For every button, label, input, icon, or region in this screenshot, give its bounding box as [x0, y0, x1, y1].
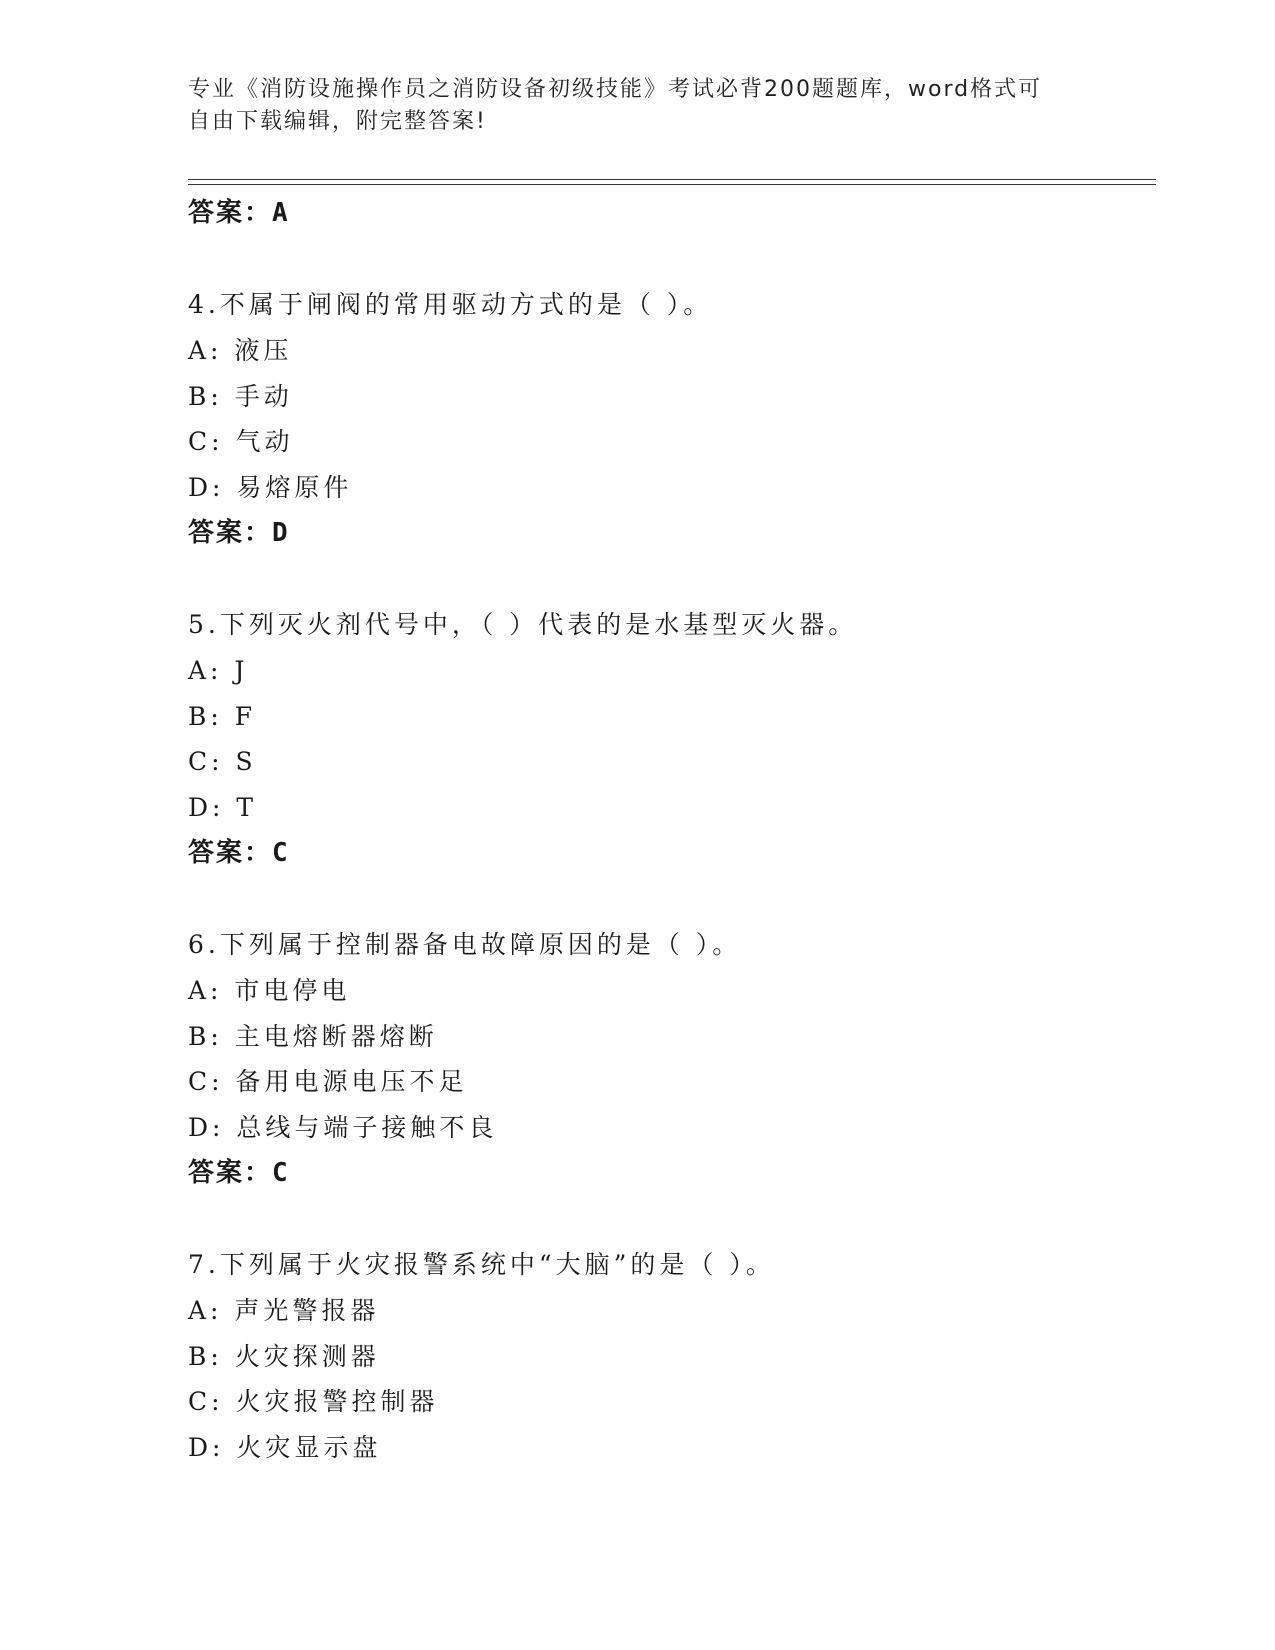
option-b: B: F [188, 701, 257, 731]
option-d: D: T [188, 792, 258, 822]
option-c: C: 气动 [188, 427, 294, 456]
answer-line: 答案：A [188, 198, 290, 228]
header-line-1: 专业《消防设施操作员之消防设备初级技能》考试必背200题题库，word格式可 [188, 77, 1043, 102]
option-b: B: 手动 [188, 381, 293, 411]
question-stem: 5.下列灭火剂代号中，（ ）代表的是水基型灭火器。 [188, 610, 858, 639]
option-b: B: 火灾探测器 [188, 1341, 380, 1371]
option-d: D: 易熔原件 [188, 472, 353, 502]
question-stem: 7.下列属于火灾报警系统中“大脑”的是（ ）。 [188, 1250, 775, 1279]
spacer [188, 556, 1148, 602]
option-a: A: J [188, 656, 249, 685]
header-divider-top [188, 179, 1156, 180]
option-a: A: 液压 [188, 336, 293, 365]
spacer [188, 1196, 1148, 1242]
answer-line: 答案：C [188, 838, 290, 868]
header-line-2: 自由下载编辑，附完整答案! [188, 109, 487, 134]
option-c: C: 火灾报警控制器 [188, 1387, 439, 1416]
option-c: C: S [188, 747, 257, 776]
spacer [188, 236, 1148, 282]
answer-line: 答案：C [188, 1158, 290, 1188]
option-d: D: 总线与端子接触不良 [188, 1112, 498, 1142]
question-stem: 4.不属于闸阀的常用驱动方式的是（ ）。 [188, 290, 713, 319]
option-c: C: 备用电源电压不足 [188, 1067, 468, 1096]
question-list [188, 190, 1148, 1470]
option-b: B: 主电熔断器熔断 [188, 1021, 438, 1051]
spacer [188, 876, 1148, 922]
header-divider-bottom [188, 184, 1156, 185]
option-a: A: 市电停电 [188, 976, 351, 1005]
document-header [188, 74, 1088, 138]
answer-line: 答案：D [188, 518, 290, 548]
question-stem: 6.下列属于控制器备电故障原因的是（ ）。 [188, 930, 742, 959]
option-a: A: 声光警报器 [188, 1296, 380, 1325]
option-d: D: 火灾显示盘 [188, 1432, 382, 1462]
